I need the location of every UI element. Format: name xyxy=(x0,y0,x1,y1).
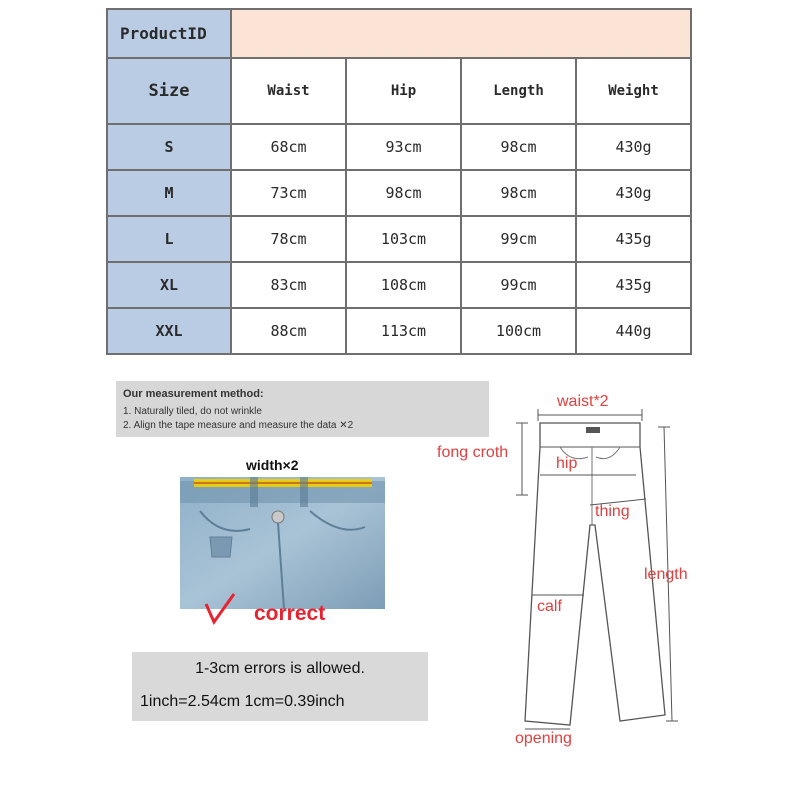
check-icon xyxy=(200,592,240,632)
hip-cell: 98cm xyxy=(346,170,461,216)
waist-cell: 78cm xyxy=(231,216,346,262)
weight-cell: 430g xyxy=(576,170,691,216)
crotch-label: fong croth xyxy=(437,444,509,461)
table-header-row xyxy=(107,58,691,124)
table-row xyxy=(107,216,691,262)
size-cell: S xyxy=(107,124,231,170)
product-id-row xyxy=(107,9,691,58)
hip-label: hip xyxy=(556,455,578,472)
unit-conversion-note: 1inch=2.54cm 1cm=0.39inch xyxy=(140,693,345,710)
length-cell: 98cm xyxy=(461,124,576,170)
hip-cell: 108cm xyxy=(346,262,461,308)
length-column-header: Length xyxy=(461,58,576,124)
method-step-2: 2. Align the tape measure and measure the data ✕2 xyxy=(123,420,354,431)
waist-cell: 88cm xyxy=(231,308,346,354)
size-cell: XXL xyxy=(107,308,231,354)
size-cell: M xyxy=(107,170,231,216)
method-step-1: 1. Naturally tiled, do not wrinkle xyxy=(123,406,262,417)
calf-label: calf xyxy=(537,598,562,615)
hip-cell: 103cm xyxy=(346,216,461,262)
hip-cell: 113cm xyxy=(346,308,461,354)
width-label: width×2 xyxy=(246,457,299,473)
waist-cell: 83cm xyxy=(231,262,346,308)
waist-label: waist*2 xyxy=(557,393,609,410)
weight-cell: 430g xyxy=(576,124,691,170)
error-tolerance-note: 1-3cm errors is allowed. xyxy=(195,660,365,677)
size-column-header: Size xyxy=(107,58,231,124)
weight-cell: 435g xyxy=(576,216,691,262)
method-title: Our measurement method: xyxy=(123,388,264,400)
length-cell: 99cm xyxy=(461,216,576,262)
weight-column-header: Weight xyxy=(576,58,691,124)
table-row xyxy=(107,262,691,308)
correct-label: correct xyxy=(254,602,326,625)
product-id-label: ProductID xyxy=(107,9,231,58)
product-id-value xyxy=(231,9,691,58)
hip-column-header: Hip xyxy=(346,58,461,124)
length-label: length xyxy=(644,566,688,583)
weight-cell: 440g xyxy=(576,308,691,354)
table-row xyxy=(107,170,691,216)
opening-label: opening xyxy=(515,730,572,747)
length-cell: 98cm xyxy=(461,170,576,216)
length-cell: 100cm xyxy=(461,308,576,354)
length-cell: 99cm xyxy=(461,262,576,308)
jeans-waist-photo xyxy=(180,477,385,609)
weight-cell: 435g xyxy=(576,262,691,308)
hip-cell: 93cm xyxy=(346,124,461,170)
thigh-label: thing xyxy=(595,503,630,520)
size-cell: XL xyxy=(107,262,231,308)
size-chart-table xyxy=(106,8,692,355)
measurement-method-box xyxy=(116,381,489,437)
table-row xyxy=(107,308,691,354)
table-row xyxy=(107,124,691,170)
waist-column-header: Waist xyxy=(231,58,346,124)
size-cell: L xyxy=(107,216,231,262)
waist-cell: 68cm xyxy=(231,124,346,170)
waist-cell: 73cm xyxy=(231,170,346,216)
notes-box xyxy=(132,652,428,721)
